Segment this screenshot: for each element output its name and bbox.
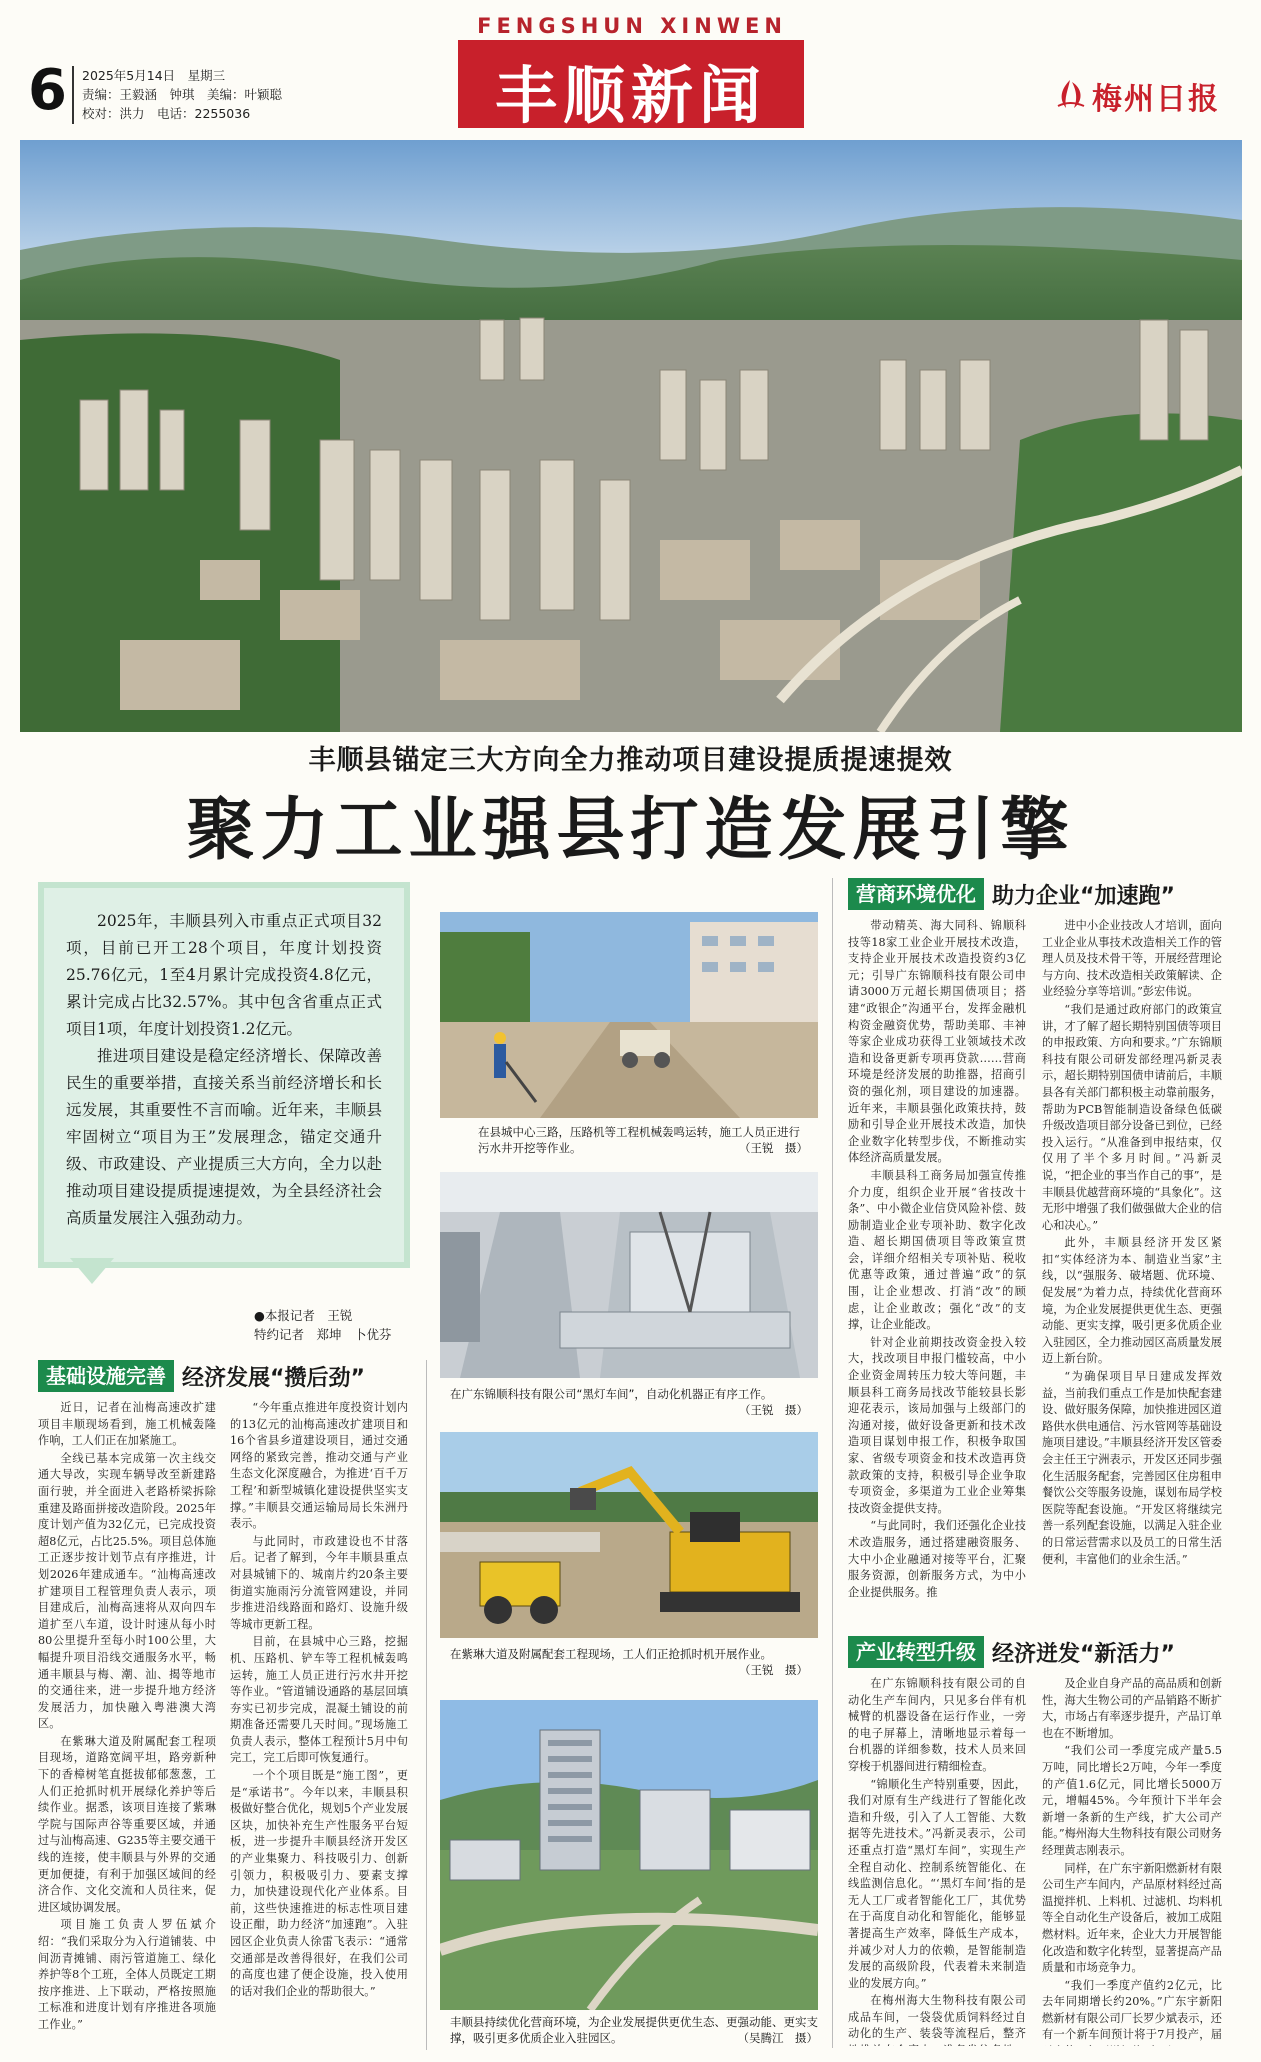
section-header-industrial-upgrade [848, 1636, 1175, 1668]
plum-blossom-icon [1052, 76, 1088, 112]
masthead [0, 0, 1261, 132]
photo-excavator-site [440, 1432, 818, 1638]
section-title: 经济发展“攒后劲” [182, 1365, 365, 1391]
photo-industrial-park [440, 1700, 818, 2010]
article-subtitle: 丰顺县锚定三大方向全力推动项目建设提质提速提效 [308, 745, 953, 776]
byline-reporter: ●本报记者 王锐 [254, 1308, 353, 1323]
lead-paragraph: 2025年，丰顺县列入市重点正式项目32项，目前已开工28个项目，年度计划投资25.76亿元，1至4月累计完成投资4.8亿元，累计完成占比32.57%。其中包含省重点正式项目1项，年度计划投资1.2亿元。 [66, 912, 382, 1038]
photo-caption-text: 在县城中心三路，压路机等工程机械轰鸣运转，施工人员正进行污水井开挖等作业。 [478, 1125, 800, 1155]
date-line: 2025年5月14日 星期三 [82, 68, 226, 83]
factory-machine-image [440, 1172, 818, 1378]
text-column-b [230, 1400, 408, 2040]
text-column-f [1042, 1676, 1222, 2046]
photo-road-construction [440, 912, 818, 1118]
photo-dark-factory [440, 1172, 818, 1378]
photo-credit: （王锐 摄） [739, 1403, 808, 1417]
text-column-c [848, 918, 1026, 1638]
paragraph: 针对企业前期技改资金投入较大，找改项目申报门槛较高，中小企业资金周转压力较大等问题，丰顺县科工商务局找改节能较县长影迎花表示，该局加强与上级部门的沟通对接，做好设备更新和技术改造项目谋划申报工作，积极争取国家、省级专项资金和技术改造再贷款政策的支持，积极引导企业争取专项资金，多渠道为工业企业筹集技改资金提供支持。 [848, 1335, 1026, 1515]
text-column-e [848, 1676, 1026, 2046]
paragraph: “今年重点推进年度投资计划内的13亿元的汕梅高速改扩建项目和16个省县乡道建设项目，通过交通网络的紧致完善，推动交通与产业生态文化深度融合，为推进‘百千万工程’和新型城镇化建设提供坚实支撑。”丰顺县交通运输局局长朱洲丹表示。 [230, 1401, 408, 1531]
section-tag: 营商环境优化 [848, 878, 984, 910]
paragraph: 及企业自身产品的高品质和创新性，海大生物公司的产品销路不断扩大，市场占有率逐步提升，产品订单也在不断增加。 [1042, 1677, 1222, 1740]
paragraph: 在梅州海大生物科技有限公司成品车间，一袋袋优质饲料经过自动化的生产、装袋等流程后，整齐 [848, 1994, 1026, 2041]
hero-photo [20, 140, 1242, 732]
byline [254, 1306, 392, 1344]
photo-caption [450, 1386, 808, 1418]
page-number: 6 [28, 58, 67, 123]
lead-box [38, 882, 410, 1268]
column-rule [426, 1360, 427, 2050]
paragraph: 进中小企业技改人才培训，面向工业企业从事技术改造相关工作的管理人员及技术骨干等，开展经营理论与方向、技术改造相关政策解读、企业经验分享等培训。”彭宏伟说。 [1042, 919, 1222, 999]
paragraph: “为确保项目早日建成发挥效益，当前我们重点工作是加快配套建设、做好服务保障，加快推进园区道路供水供电通信、污水管网等基础设施项目建设。”丰顺县经济开发区管委会主任王宁洲表示，开发区还同步强化生活服务配套，完善园区住房租申餐饮公交等服务设施，谋划布局学校医院等配套设施。“开发区将继续完善一系列配套设施，以满足入驻企业的日常运营需求以及员工的日常生活便利，丰富他们的业余生活。” [1042, 1370, 1222, 1566]
section-title-box [458, 40, 804, 132]
paragraph: 与此同时，市政建设也不甘落后。记者了解到，今年丰顺县重点对县城铺下的、城南片约20条主要街道实施雨污分流管网建设，并同步推进沿线路面和路灯、设施升级等城市更新工程。 [230, 1534, 408, 1631]
text-column-a [38, 1400, 216, 2040]
section-pinyin: FENGSHUN XINWEN [477, 14, 787, 38]
text-column-d [1042, 918, 1222, 1638]
photo-credit: （吴腾江 摄） [737, 2031, 818, 2045]
photo-caption [450, 2014, 818, 2046]
section-tag: 产业转型升级 [848, 1636, 984, 1668]
byline-contributors: 特约记者 郑坤 卜优芬 [254, 1327, 392, 1342]
photo-caption-text: 在广东锦顺科技有限公司“黑灯车间”，自动化机器正有序工作。 [450, 1387, 773, 1401]
article-headline: 聚力工业强县打造发展引擎 [186, 790, 1075, 870]
paragraph: “我们是通过政府部门的政策宣讲，才了解了超长期特别国债等项目的申报政策、方向和要求。”广东锦顺科技有限公司研发部经理冯新灵表示，超长期特别国债申请前后，丰顺县各有关部门都积极主动靠前服务，帮助为PCB智能制造设备绿色低碳升级改造项目部分设备已到位，已经投入运行。“从准备到申报结束，仅仅用了半个多月时间。”冯新灵说，“把企业的事当作自己的事”，是丰顺县优越营商环境的“具象化”。这无形中增强了我们做强做大企业的信心和决心。” [1042, 1002, 1222, 1232]
paragraph: 在广东锦顺科技有限公司的自动化生产车间内，只见多台伴有机械臂的机器设备在运行作业，一旁的电子屏幕上，清晰地显示着每一台机器的详细参数，技术人员来回穿梭于机器间进行精细检查。 [848, 1677, 1026, 1773]
paragraph: “我们公司一季度完成产量5.5万吨，同比增长2万吨，今年一季度的产值1.6亿元，同比增长5000万元，增幅45%。今年预计下半年会新增一条新的生产线，扩大公司产能。”梅州海大生物科技有限公司财务经理黄志刚表示。 [1042, 1744, 1222, 1857]
paragraph: “锦顺化生产特别重要，因此，我们对原有生产线进行了智能化改造和升级，引入了人工智能、大数据等先进技术。”冯新灵表示，公司还重点打造“黑灯车间”，实现生产全程自动化、控制系统智能化、在线监测信息化。“‘黑灯车间’指的是无人工厂或者智能化工厂，其优势在于高度自动化和智能化，能够显著提高生产效率，降低生产成本，并减少对人力的依赖，是智能制造发展的高级阶段，代表着未来制造业的发展方向。” [848, 1777, 1026, 1990]
section-tag: 基础设施完善 [38, 1360, 174, 1392]
masthead-meta [82, 66, 282, 123]
aerial-city-image [20, 140, 1242, 732]
photo-caption [450, 1646, 808, 1678]
editor-line: 责编：王毅涵 钟琪 美编：叶颖聪 [82, 87, 283, 102]
masthead-divider [72, 66, 74, 124]
paragraph: 项目施工负责人罗伍斌介绍：“我们采取分为入行道铺装、中间沥青摊铺、雨污管道施工、绿化养护等8个工班，全体人员既定工期按序推进、上下联动，严格按照施工标准和进度计划有序推进各项施工作业。” [38, 1918, 216, 2031]
paragraph: 同样，在广东宇新阳燃新材有限公司生产车间内，产品原材料经过高温搅拌机、上料机、过滤机、均料机等全自动化生产设备后，被加工成阻燃材料。近年来，企业大力开展智能化改造和数字化转型，显著提高产品质量和市场竞争力。 [1042, 1861, 1222, 1975]
photo-caption [478, 1124, 808, 1156]
section-header-business-environment [848, 878, 1175, 910]
paragraph: “我们一季度产值约2亿元，比去年同期增长约20%。”广东宇新阳燃新材有限公司厂长罗少斌表示，还有一个新车间预计将于7月投产，届 [1042, 1978, 1222, 2042]
paragraph: 此外，丰顺县经济开发区紧扣“实体经济为本、制造业当家”主线，以“强服务、破堵题、优环境、促发展”为着力点，持续优化营商环境，为企业发展提供更优生态、更强动能、更实支撑，吸引更多优质企业入驻园区，全力推动园区高质量发展迈上新台阶。 [1042, 1236, 1222, 1366]
photo-credit: （王锐 摄） [739, 1663, 808, 1677]
paragraph: “与此同时，我们还强化企业技术改造服务，通过搭建融资服务、大中小企业融通对接等平台，汇聚服务资源，创新服务方式，为中小企业提供服务。推 [848, 1519, 1026, 1599]
photo-caption-text: 丰顺县持续优化营商环境，为企业发展提供更优生态、更强动能、更实支撑，吸引更多优质企业入驻园区。 [450, 2015, 818, 2045]
section-title: 助力企业“加速跑” [992, 883, 1175, 909]
photo-caption-text: 在紫琳大道及附属配套工程现场，工人们正抢抓时机开展作业。 [450, 1647, 772, 1661]
paragraph: 近日，记者在汕梅高速改扩建项目丰顺现场看到，施工机械轰隆作响，工人们正在加紧施工。 [38, 1401, 216, 1448]
paragraph: 在紫琳大道及附属配套工程项目现场，道路宽阔平坦，路旁新种下的香樟树笔直挺拔郁郁葱葱，工人们正抢抓时机开展绿化养护等后续作业。据悉，该项目连接了紫琳学院与国际声谷等重要区域，并通过与汕梅高速、G235等主要交通干线的连接，使丰顺县与外界的交通更加便捷，有利于加强区域间的经济合作、文化交流和人员往来，促进区域协调发展。 [38, 1734, 216, 1914]
photo-credit: （王锐 摄） [739, 1141, 808, 1155]
paragraph: 带动精英、海大同科、锦顺科技等18家工业企业开展技术改造，支持企业开展技术改造投资约3亿元；引导广东锦顺科技有限公司申请3000万元超长期国债项目；搭建“政银企”沟通平台，发挥金融机构资金融资优势，帮助美耶、丰神等家企业成功获得工业领域技术改造和设备更新专项再贷款……营商环境是经济发展的助推器，招商引资的强化剂，项目建设的加速器。近年来，丰顺县强化政策扶持，鼓励和引导企业开展技术改造，加快企业数字化转型步伐，不断推动实体经济高质量发展。 [848, 919, 1026, 1165]
industrial-park-image [440, 1700, 818, 2010]
paragraph: 目前，在县城中心三路，挖掘机、压路机、铲车等工程机械轰鸣运转，施工人员正进行污水井开挖等作业。“管道铺设通路的基层回填夯实已初步完成，混凝土铺设的前期准备还需要几天时间。”现场施工负责人表示，整体工程预计5月中旬完工，完工后即可恢复通行。 [230, 1635, 408, 1765]
logo-text: 梅州日报 [1092, 82, 1220, 117]
paragraph: 丰顺县科工商务局加强宣传推介力度，组织企业开展“省技改十条”、中小微企业信贷风险补偿、鼓励制造业企业专项补助、数字化改造、超长期国债项目等政策宣贯会，详细介绍相关专项补贴、税收优惠等政策，通过普遍“政”的氛围，让企业想改、打消“改”的顾虑，让企业敢改；强化“改”的支撑，让企业能改。 [848, 1168, 1026, 1332]
section-title: 丰顺新闻 [494, 59, 767, 132]
paragraph: 全线已基本完成第一次主线交通大导改，实现车辆导改至新建路面行驶，并全面进入老路桥梁拆除重建及路面拼接改造阶段。2025年度计划产值为32亿元，已完成投资超8亿元，占比25.5%。项目总体施工正逐步按计划节点有序推进，计划2026年建成通车。“汕梅高速改扩建项目工程管理负责人表示，项目建成后，汕梅高速将从双向四车道扩至八车道，设计时速从每小时80公里提升至每小时100公里，大幅提升项目沿线交通服务水平，畅通丰顺县与梅、潮、汕、揭等地市的交通往来，进一步提升地方经济发展活力，加快融入粤港澳大湾区。 [38, 1451, 216, 1731]
lead-paragraph: 推进项目建设是稳定经济增长、保障改善民生的重要举措，直接关系当前经济增长和长远发展，其重要性不言而喻。近年来，丰顺县牢固树立“项目为王”发展理念，锚定交通升级、市政建设、产业提质三大方向，全力以赴推动项目建设提质提速提效，为全县经济社会高质量发展注入强劲动力。 [66, 1047, 382, 1227]
column-rule [832, 878, 833, 2048]
proof-line: 校对：洪力 电话：2255036 [82, 106, 251, 121]
excavator-image [440, 1432, 818, 1638]
section-header-infrastructure [38, 1360, 365, 1392]
section-title: 经济迸发“新活力” [992, 1641, 1175, 1667]
paragraph: 一个个项目既是“施工图”，更是“承诺书”。今年以来，丰顺县积极做好整合优化，规划5个产业发展区块，加快补充生产性服务平台短板，进一步提升丰顺县经济开发区的产业集聚力、科技吸引力、创新引领力，积极吸引力、要素支撑力，加快建设现代化产业体系。目前，这些快速推进的标志性项目建设正酣，助力经济“加速跑”。入驻园区企业负责人徐雷飞表示：“通常交通部是改善得很好，在我们公司的高度也建了便企设施，投入使用的话对我们企业的帮助很大。” [230, 1769, 408, 1998]
lead-box-pointer [70, 1258, 114, 1284]
road-construction-image [440, 912, 818, 1118]
